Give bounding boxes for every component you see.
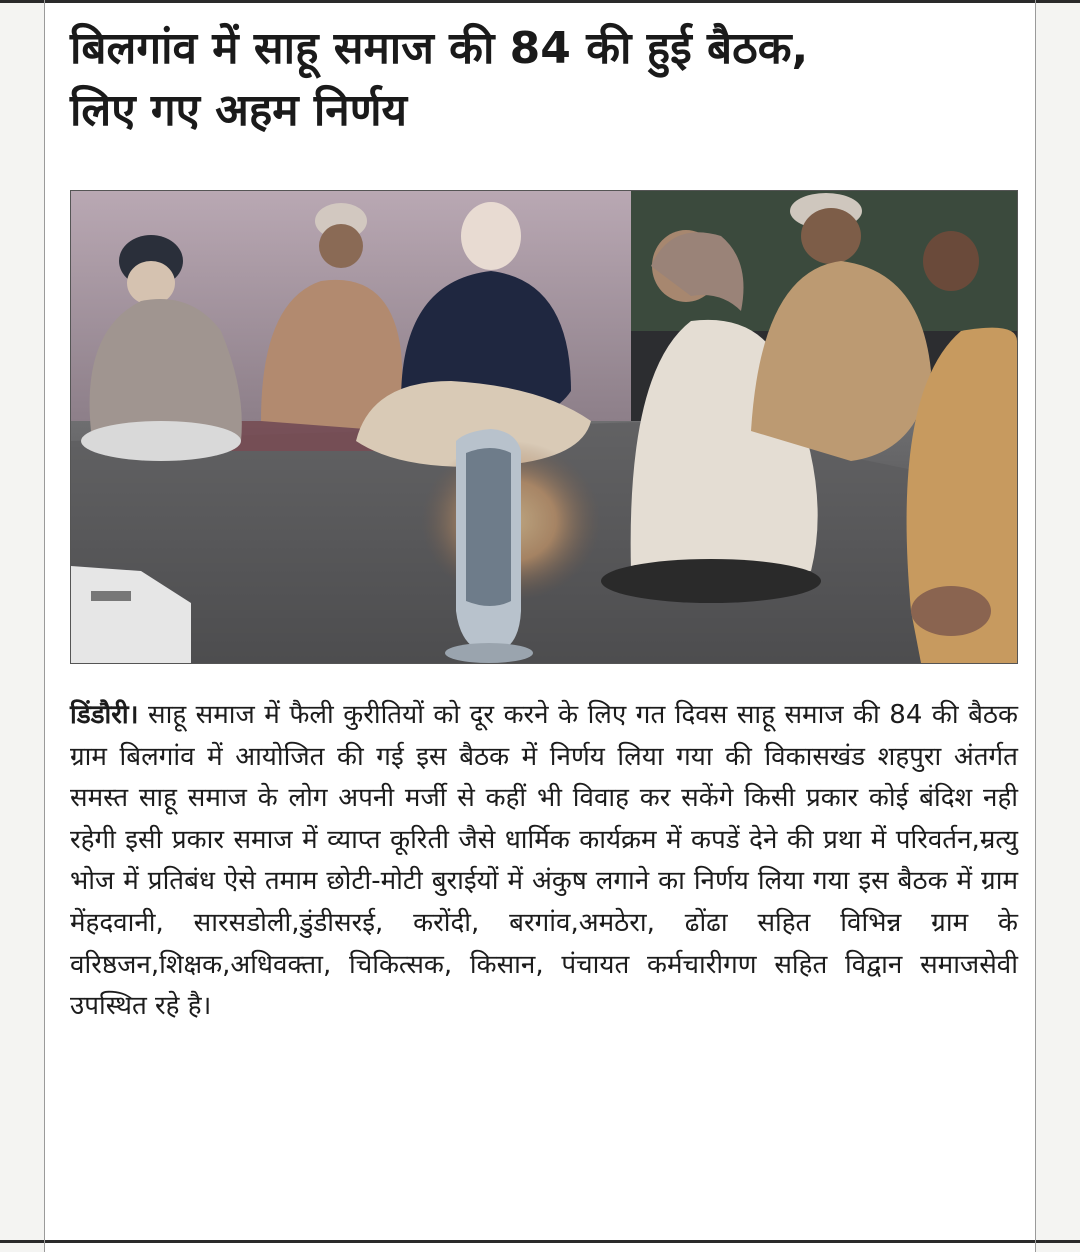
clipping-bottom-rule — [45, 1240, 1035, 1243]
meeting-photo-illustration — [71, 191, 1017, 663]
headline-line-2: लिए गए अहम निर्णय — [70, 85, 408, 136]
article-dateline: डिंडौरी। — [70, 700, 139, 730]
top-left-rule — [0, 0, 44, 3]
headline — [70, 18, 1020, 142]
top-right-rule — [1036, 0, 1080, 3]
bottom-right-rule — [1036, 1240, 1080, 1243]
article-text: साहू समाज में फैली कुरीतियों को दूर करने के लिए गत दिवस साहू समाज की 84 की बैठक ग्राम बिलगांव में आयोजित की गई इस बैठक में निर्णय लिया गया की विकासखंड शहपुरा अंतर्गत समस्त साहू समाज के लोग अपनी मर्जी से कहीं भी विवाह कर सकेंगे किसी प्रकार कोई बंदिश नही रहेगी इसी प्रकार समाज में व्याप्त कूरिती जैसे धार्मिक कार्यक्रम में कपडें देने की प्रथा में परिवर्तन,म्रत्यु भोज में प्रतिबंध ऐसे तमाम छोटी-मोटी बुराईयों में अंकुष लगाने का निर्णय लिया गया इस बैठक में ग्राम मेंहदवानी, सारसडोली,डुंडीसरई, करोंदी, बरगांव,अमठेरा, ढोंढा सहित विभिन्न ग्राम के वरिष्ठजन,शिक्षक,अधिवक्ता, चिकित्सक, किसान, पंचायत कर्मचारीगण सहित विद्वान समाजसेवी उपस्थित रहे है। — [70, 700, 1018, 1022]
article-body — [70, 695, 1018, 1028]
bottom-left-rule — [0, 1240, 44, 1243]
clipping-top-rule — [45, 0, 1035, 3]
meeting-photo — [70, 190, 1018, 664]
headline-line-1: बिलगांव में साहू समाज की 84 की हुई बैठक, — [70, 23, 809, 74]
